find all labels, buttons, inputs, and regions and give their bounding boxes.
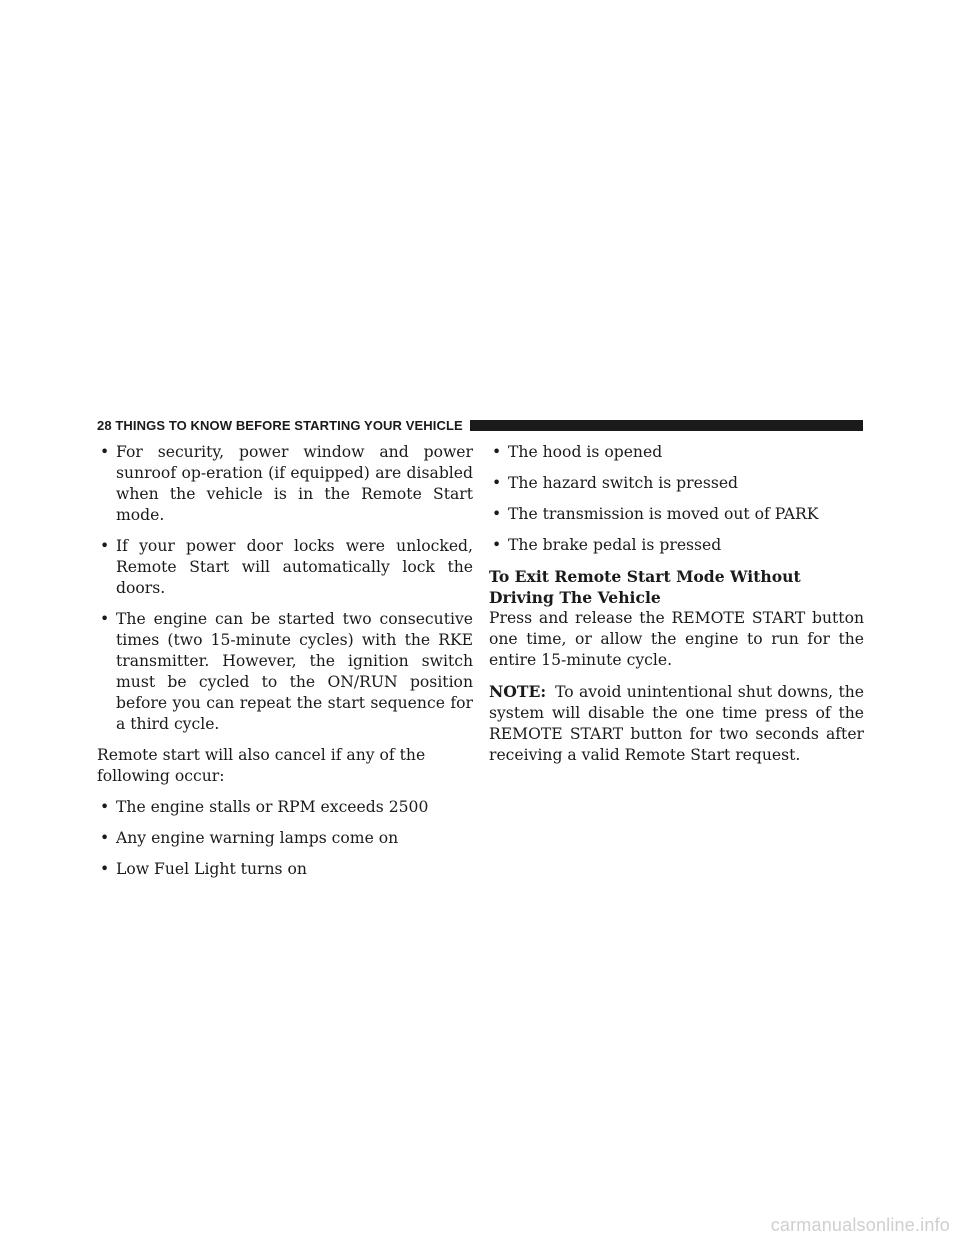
list-item: • Any engine warning lamps come on [97, 828, 473, 849]
page-header-text [97, 418, 463, 433]
right-column [489, 442, 864, 776]
section-subheading: To Exit Remote Start Mode Without Driving The Vehicle [489, 567, 801, 607]
list-item: • The transmission is moved out of PARK [489, 504, 864, 525]
left-column [97, 442, 473, 890]
list-item: • For security, power window and power sunroof op-eration (if equipped) are disabled when the vehicle is in the Remote Start mode. [97, 442, 473, 526]
list-item: • Low Fuel Light turns on [97, 859, 473, 880]
header-rule [470, 420, 863, 431]
list-item: • The engine can be started two consecutive times (two 15-minute cycles) with the RKE transmitter. However, the ignition switch must be cycled to the ON/RUN position before you can repeat the start sequence for a third cycle. [97, 609, 473, 735]
note-paragraph [489, 681, 864, 766]
list-item: • The engine stalls or RPM exceeds 2500 [97, 797, 473, 818]
list-item: • The hazard switch is pressed [489, 473, 864, 494]
section-title: THINGS TO KNOW BEFORE STARTING YOUR VEHICLE [115, 417, 463, 433]
list-item: • The brake pedal is pressed [489, 535, 864, 556]
note-label: NOTE: [489, 682, 547, 701]
list-item: • If your power door locks were unlocked, Remote Start will automatically lock the doors. [97, 536, 473, 599]
page-header [97, 417, 863, 433]
watermark: carmanualsonline.info [770, 1215, 950, 1235]
exit-paragraph: Press and release the REMOTE START button one time, or allow the engine to run for the entire 15-minute cycle. [489, 609, 864, 669]
list-item: • The hood is opened [489, 442, 864, 463]
page-number: 28 [97, 417, 112, 433]
note-text: To avoid unintentional shut downs, the system will disable the one time press of the REMOTE START button for two seconds after receiving a valid Remote Start request. [489, 683, 864, 764]
cancel-intro: Remote start will also cancel if any of the following occur: [97, 746, 426, 785]
